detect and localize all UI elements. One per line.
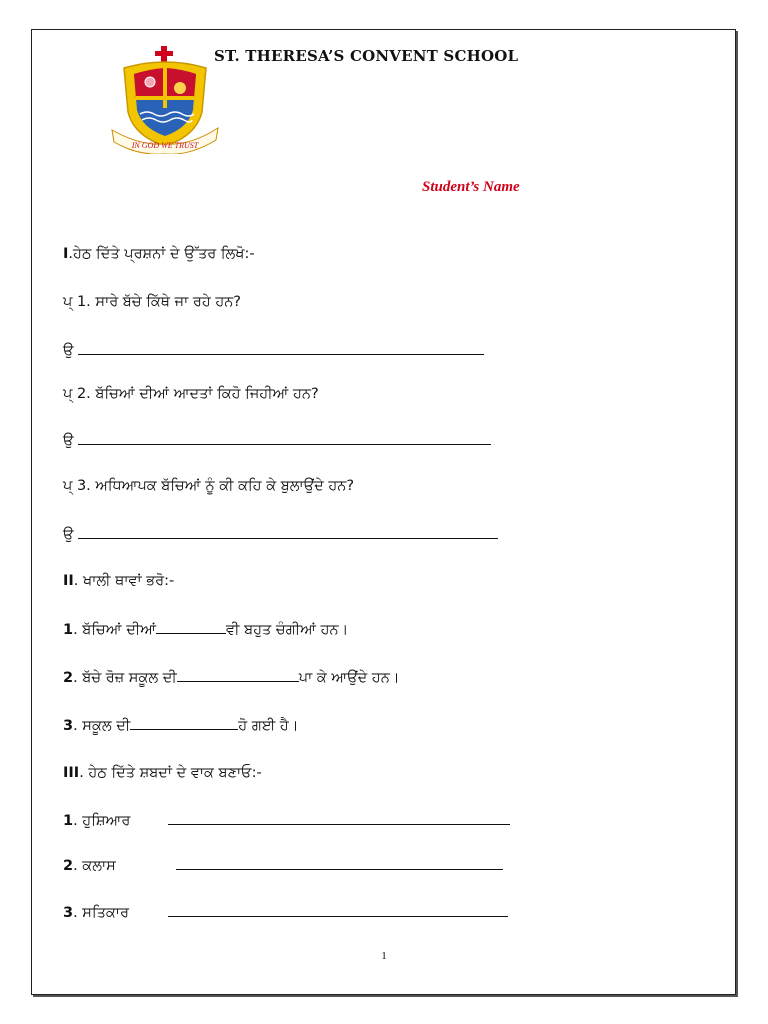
sentence-blank[interactable]	[168, 810, 510, 825]
answer-blank[interactable]	[78, 524, 498, 539]
section-number: III	[63, 765, 80, 781]
fill-blank[interactable]	[130, 715, 238, 730]
question-text: ਸਾਰੇ ਬੱਚੇ ਕਿੱਥੇ ਜਾ ਰਹੇ ਹਨ?	[95, 294, 241, 310]
question-text: ਅਧਿਆਪਕ ਬੱਚਿਆਂ ਨੂੰ ਕੀ ਕਹਿ ਕੇ ਬੁਲਾਉਂਦੇ ਹਨ?	[95, 478, 355, 494]
question-3	[63, 476, 354, 496]
section-1-heading	[63, 244, 255, 264]
logo-motto: IN GOD WE TRUST	[131, 141, 199, 150]
sentence-item-3: 3 . ਸਤਿਕਾਰ	[63, 902, 508, 923]
answer-line-3	[63, 524, 498, 545]
question-text: ਬੱਚਿਆਂ ਦੀਆਂ ਆਦਤਾਂ ਕਿਹੋ ਜਿਹੀਆਂ ਹਨ?	[95, 386, 319, 402]
page-number: 1	[381, 950, 387, 962]
page-border	[31, 29, 736, 995]
section-2-heading	[63, 571, 174, 591]
sentence-item-2: 2 . ਕਲਾਸ	[63, 855, 503, 876]
question-2	[63, 384, 319, 404]
school-name: ST. THERESA’S CONVENT SCHOOL	[214, 47, 519, 65]
section-number: II	[63, 573, 74, 589]
question-prefix: ਪ੍ 1.	[63, 294, 91, 310]
section-title: . ਖਾਲੀ ਥਾਵਾਂ ਭਰੋ:-	[73, 573, 175, 589]
section-title: .ਹੇਠ ਦਿੱਤੇ ਪ੍ਰਸ਼ਨਾਂ ਦੇ ਉੱਤਰ ਲਿਖੋ:-	[68, 246, 255, 262]
sentence-blank[interactable]	[168, 902, 508, 917]
fill-blank-item-2: 2 . ਬੱਚੇ ਰੋਜ਼ ਸਕੂਲ ਦੀ ਪਾ ਕੇ ਆਉਂਦੇ ਹਨ।	[63, 667, 400, 688]
fill-blank[interactable]	[156, 619, 226, 634]
question-prefix: ਪ੍ 2.	[63, 386, 91, 402]
question-prefix: ਪ੍ 3.	[63, 478, 91, 494]
answer-label: ਉ	[63, 343, 74, 359]
answer-line-2	[63, 430, 491, 451]
answer-label: ਉ	[63, 433, 74, 449]
answer-blank[interactable]	[78, 340, 484, 355]
answer-line-1	[63, 340, 484, 361]
section-title: . ਹੇਠ ਦਿੱਤੇ ਸ਼ਬਦਾਂ ਦੇ ਵਾਕ ਬਣਾਓ:-	[79, 765, 262, 781]
sentence-blank[interactable]	[176, 855, 503, 870]
student-name-label: Student’s Name	[422, 179, 520, 195]
question-1	[63, 292, 241, 312]
fill-blank-item-1: 1 . ਬੱਚਿਆਂ ਦੀਆਂ ਵੀ ਬਹੁਤ ਚੰਗੀਆਂ ਹਨ।	[63, 619, 348, 640]
answer-blank[interactable]	[78, 430, 491, 445]
school-crest-logo	[110, 44, 220, 154]
section-3-heading	[63, 763, 262, 783]
fill-blank[interactable]	[177, 667, 299, 682]
sentence-item-1: 1 . ਹੁਸ਼ਿਆਰ	[63, 810, 510, 831]
answer-label: ਉ	[63, 527, 74, 543]
section-number: I	[63, 246, 69, 262]
fill-blank-item-3: 3 . ਸਕੂਲ ਦੀ ਹੋ ਗਈ ਹੈ।	[63, 715, 299, 736]
